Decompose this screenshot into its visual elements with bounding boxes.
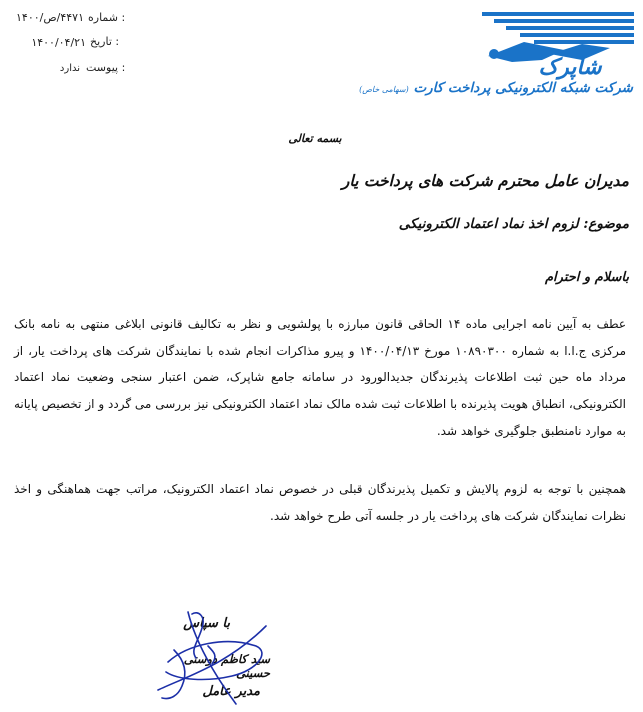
signer-title: مدیر عامل xyxy=(202,684,260,699)
company-name: شرکت شبکه الکترونیکی پرداخت کارت xyxy=(413,80,633,96)
date-label: تاریخ : xyxy=(90,35,120,48)
invocation: بسمه تعالی xyxy=(288,132,342,145)
subject: موضوع: لزوم اخذ نماد اعتماد الکترونیکی xyxy=(398,216,629,232)
company-name-line xyxy=(359,80,633,96)
recipient: مدیران عامل محترم شرکت های پرداخت یار xyxy=(341,171,629,190)
greeting: باسلام و احترام xyxy=(544,270,629,285)
signer-name: سید کاظم دوستی حسینی xyxy=(183,652,270,680)
company-legal-type: (سهامی خاص) xyxy=(359,85,409,94)
date-value: ۱۴۰۰/۰۴/۲۱ xyxy=(31,36,86,49)
number-label: شماره : xyxy=(88,11,126,24)
handwritten-signature xyxy=(148,606,278,712)
attachment-label: پیوست : xyxy=(86,61,126,74)
closing: با سپاس xyxy=(183,616,230,631)
body-paragraph-2: همچنین با توجه به لزوم پالایش و تکمیل پذیرندگان قبلی در خصوص نماد اعتماد الکترونیک، مراتب جهت هماهنگی و اخذ نظرات نمایندگان شرکت های پرداخت یار در جلسه آتی طرح خواهد شد. xyxy=(14,482,626,523)
attachment-value: ندارد xyxy=(59,63,80,74)
number-value: ۴۴۷۱/ص/۱۴۰۰ xyxy=(16,11,84,24)
body-paragraph-1: عطف به آیین نامه اجرایی ماده ۱۴ الحاقی قانون مبارزه با پولشویی و نظر به تکالیف قانونی ابلاغی منتهی به نامه بانک مرکزی ج.ا.ا به شماره ۱۰۸۹۰۳۰۰ مورخ ۱۴۰۰/۰۴/۱۳ و پیرو مذاکرات انجام شده با نمایندگان شرکت های پرداخت یار، از مرداد ماه حین ثبت اطلاعات پذیرندگان جدیدالورود در سامانه جامع شاپرک، ضمن اعتبار سنجی وضعیت نماد اعتماد الکترونیکی، انطباق هویت پذیرنده با اطلاعات ثبت شده مالک نماد اعتماد الکترونیکی نیز بررسی می گردد و از تخصیص پایانه به موارد نامنطبق جلوگیری خواهد شد. xyxy=(14,317,626,438)
logo-wordmark: شاپرک xyxy=(538,54,602,80)
